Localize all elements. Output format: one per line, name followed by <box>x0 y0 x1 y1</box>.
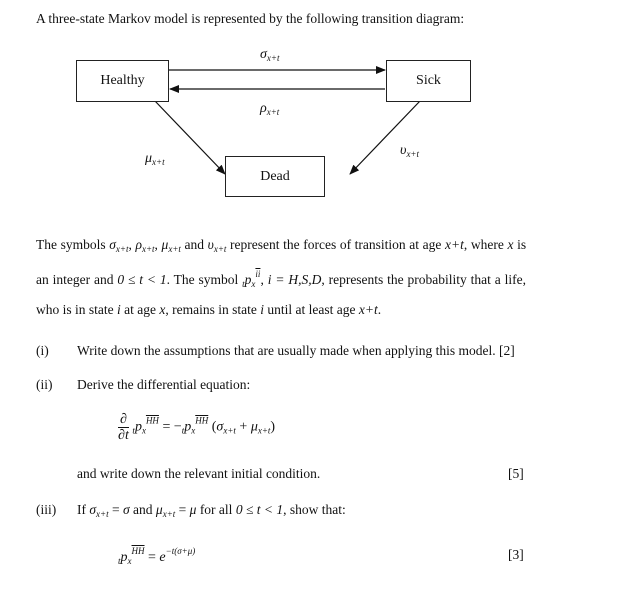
state-healthy: Healthy <box>76 60 169 102</box>
mu-label: $\mu_{x+t}$ <box>145 151 165 167</box>
sigma-label: $\sigma_{x+t}$ <box>260 47 280 63</box>
symbols-paragraph: The symbols $\sigma_{x+t}$, $\rho_{x+t}$, $\mu_{x+t}$ and $\upsilon_{x+t}$ represent the forces of transition at age x+t, where x is an integer and 0 ≤ t < 1. The symbol $_tp_x^{\overline{ii}}$, i = H,S,D, represents the probability that a life, who is in state i at age x, remains in state i until at least age x+t. <box>36 237 527 317</box>
nu-label: $\upsilon_{x+t}$ <box>400 143 420 159</box>
q1-text: Write down the assumptions that are usually made when applying this model. [2] <box>77 343 515 358</box>
intro-text: A three-state Markov model is represented by the following transition diagram: <box>36 11 465 26</box>
q3-text: If $\sigma_{x+t} = \sigma$ and $\mu_{x+t} = \mu$ for all 0 ≤ t < 1, show that: <box>77 502 346 519</box>
nu-arrow <box>350 101 420 174</box>
mu-arrow <box>155 101 225 174</box>
result-equation: $_tp_x^{\overline{HH}} = e^{-t(\sigma+\mu)}$ <box>118 546 196 566</box>
q3-number: (iii) <box>36 502 57 517</box>
rho-label: $\rho_{x+t}$ <box>260 101 280 117</box>
differential-equation: ∂ ∂t $_tp_x^{\overline{HH}} = -_tp_x^{\overline{HH}}$ $(\sigma_{x+t} + \mu_{x+t})$ <box>118 412 276 443</box>
q2-marks: [5] <box>508 466 524 481</box>
q2-after-text: and write down the relevant initial condition. <box>77 466 321 481</box>
state-sick: Sick <box>386 60 471 102</box>
q3-marks: [3] <box>508 547 524 562</box>
state-dead: Dead <box>225 156 325 197</box>
q1-number: (i) <box>36 343 49 358</box>
q2-number: (ii) <box>36 377 53 392</box>
q2-text: Derive the differential equation: <box>77 377 251 392</box>
